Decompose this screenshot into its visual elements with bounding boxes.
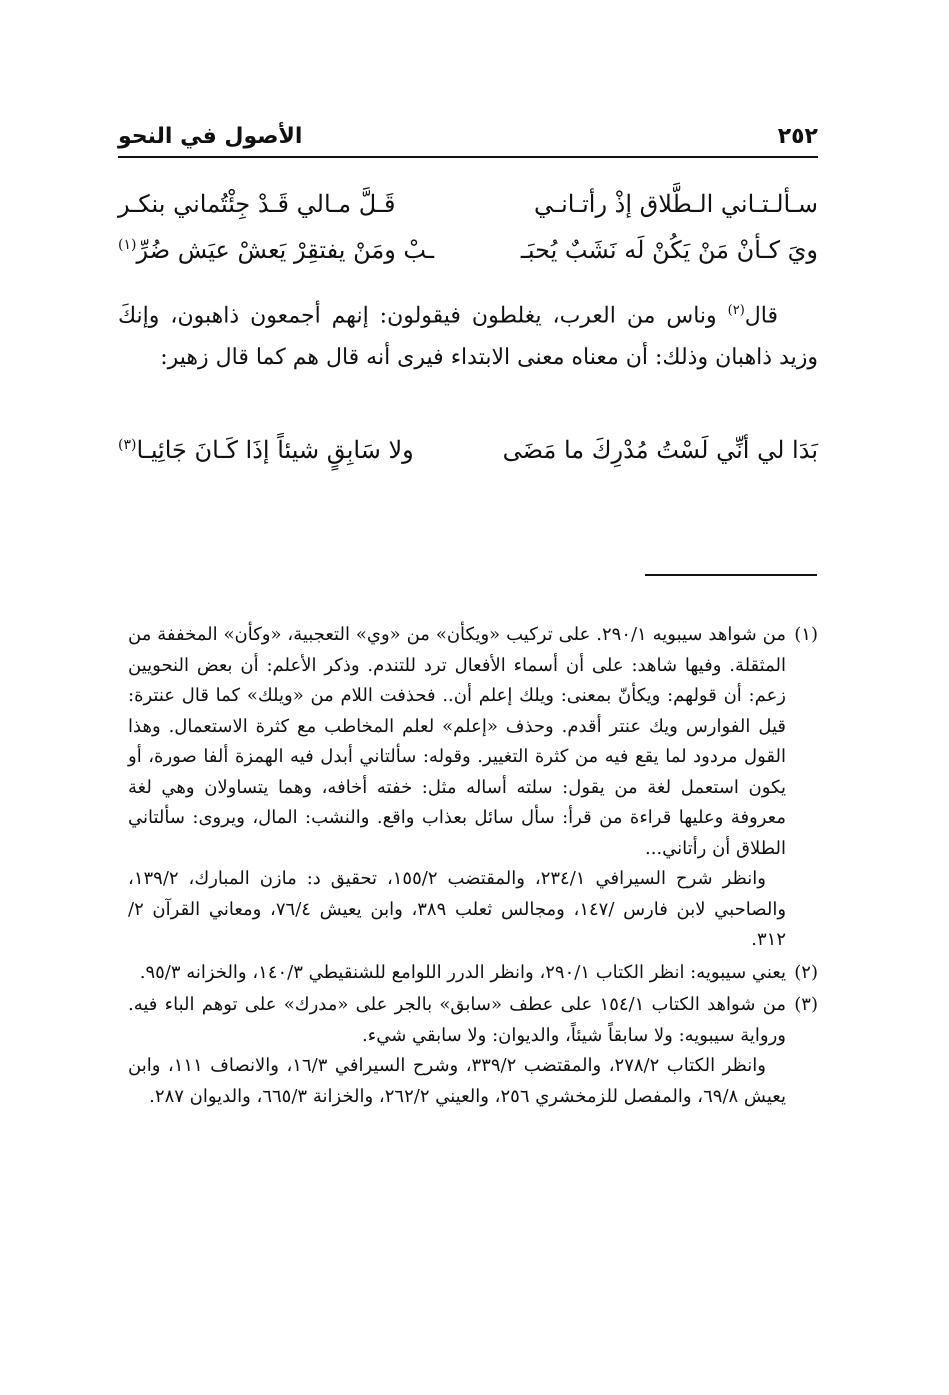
footnote-text: وانظر شرح السيرافي ٢٣٤/١، والمقتضب ١٥٥/٢، تحقيق د: مازن المبارك، ١٣٩/٢، والصاحبي لابن فارس /١٤٧، ومجالس ثعلب ٣٨٩، وابن يعيش ٧٦/٤، ومعاني القرآن ٢/ ٣١٢. <box>128 868 787 950</box>
hemistich-left: قَـلَّ مـالي قَـدْ جِئْتُماني بنكـر <box>118 190 396 218</box>
footnote-text: وانظر الكتاب ٢٧٨/٢، والمقتضب ٣٣٩/٢، وشرح السيرافي ١٦/٣، والانصاف ١١١، وابن يعيش ٦٩/٨، والمفصل للزمخشري ٢٥٦، والعيني ٢٦٢/٢، والخزانة ٦٦٥/٣، والديوان ٢٨٧. <box>128 1055 786 1107</box>
hemistich-text: ولا سَابِقٍ شيئاً إذَا كَـانَ جَائِيـا <box>136 436 414 464</box>
footnote-ref: (٢) <box>727 303 745 318</box>
paragraph-text: وناس من العرب، يغلطون فيقولون: إنهم أجمعون ذاهبون، وإنكَ وزيد ذاهبان وذلك: أن معناه معنى الابتداء فيرى أنه قال هم كما قال زهير: <box>118 303 818 371</box>
hemistich-text: ـبْ ومَنْ يفتقِرْ يَعشْ عيَش ضُرِّ <box>136 236 435 264</box>
verse-2 <box>118 436 818 476</box>
footnote <box>128 990 818 1112</box>
footnote-text: يعني سيبويه: انظر الكتاب ٢٩٠/١، وانظر الدرر اللوامع للشنقيطي ١٤٠/٣، والخزانه ٩٥/٣. <box>139 961 786 983</box>
hemistich-right: ويَ كـأنْ مَنْ يَكُنْ لَه نَشَبٌ يُحبَـ <box>520 236 818 264</box>
footnote-text: من شواهد الكتاب ١٥٤/١ على عطف «سابق» بالجر على «مدرك» على توهم الباء فيه. ورواية سيبويه: ولا سابقاً شيئاً، والديوان: ولا سابقي شيء. <box>128 994 786 1046</box>
page-number: ٢٥٢ <box>777 124 818 149</box>
footnote-separator <box>645 574 817 576</box>
footnotes <box>128 620 818 1112</box>
running-header <box>118 124 818 154</box>
footnote-number: (٣) <box>794 994 818 1015</box>
hemistich-left <box>118 436 414 464</box>
footnote-ref: (٣) <box>118 437 137 453</box>
footnote-text: من شواهد سيبويه ٢٩٠/١. على تركيب «ويكأن» من «وي» التعجبية، «وكأن» المخففة من المثقلة. وفيها شاهد: على أن أسماء الأفعال ترد للتندم. وذكر الأعلم: أن بعض النحويين زعم: أن قولهم: ويكأنّ بمعنى: ويلك إعلم أن.. فحذفت اللام من «ويلك» كما قال عنترة: قيل الفوارس ويك عنتر أقدم. وحذف «إعلم» لعلم المخاطب مع كثرة الاستعمال. وهذا القول مردود لما يقع فيه من كثرة التغيير. وقوله: سألتاني أبدل فيه الهمزة ألفا صورة، أو يكون استعمل لغة من يقول: سلته أساله مثل: خفته أخافه، وهما يتساولان وهي لغة معروفة وعليها قراءة من قرأ: سأل سائل بعذاب واقع. والنشب: المال، ويروى: سألتاني الطلاق أن رأتاني... <box>128 624 786 859</box>
footnote-number: (٢) <box>794 961 818 983</box>
hemistich-right: سـألـتـاني الـطَّلاق إذْ رأتـانـي <box>534 190 818 218</box>
body-paragraph <box>118 290 818 379</box>
footnote <box>128 958 818 989</box>
footnote-number: (١) <box>794 624 818 645</box>
hemistich-right: بَدَا لي أنِّي لَسْتُ مُدْرِكَ ما مَضَى <box>502 436 818 464</box>
footnote <box>128 620 818 956</box>
verse-1-line-2 <box>118 236 818 276</box>
footnote-ref: (١) <box>118 237 137 253</box>
book-title: الأصول في النحو <box>118 124 303 149</box>
verse-1-line-1 <box>118 190 818 230</box>
paragraph-lead: قال <box>744 303 778 329</box>
header-rule <box>118 156 818 158</box>
hemistich-left <box>118 236 434 264</box>
